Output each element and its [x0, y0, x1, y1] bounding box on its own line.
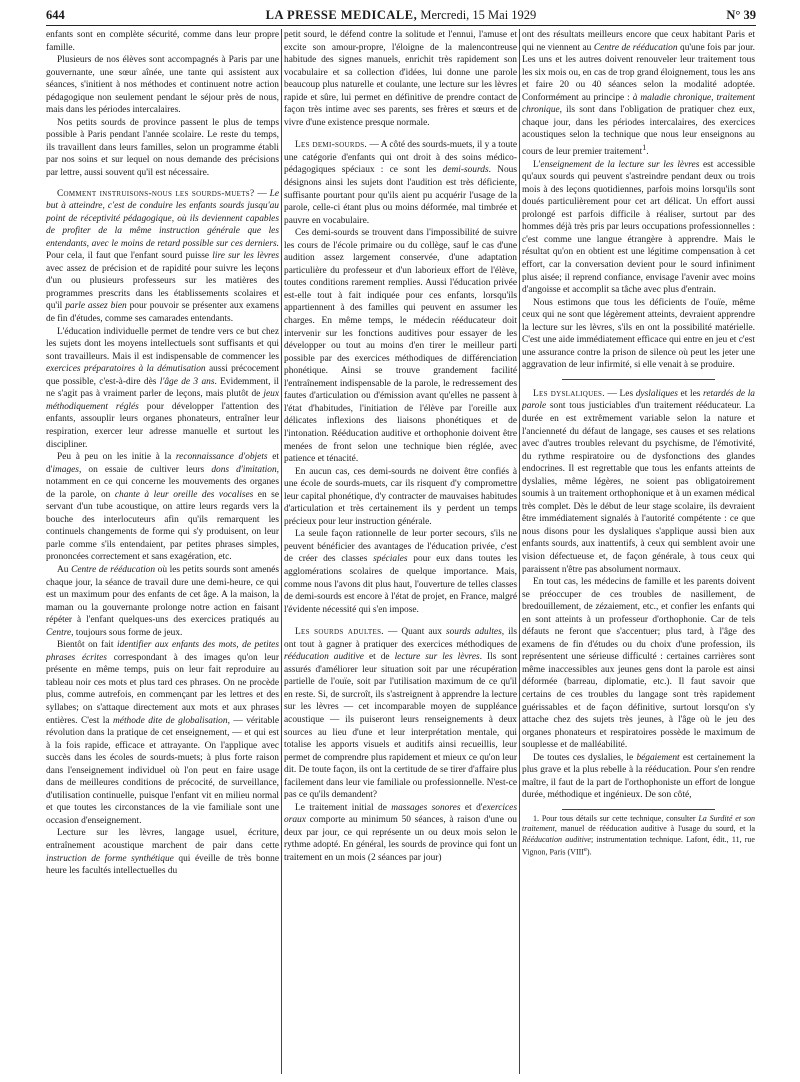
paragraph: enfants sont en complète sécurité, comme dans leur propre famille. — [46, 30, 279, 53]
paragraph: Au Centre de rééducation où les petits sourds sont amenés chaque jour, la séance de travail dure une demi-heure, ce qui est un maximum pour des enfants de cet âge. A la maison, la maman ou la gouvernante prolonge notre action en faisant répéter à l'enfant quelques-uns des exercices pratiqués au Centre, toujours sous forme de jeux. — [46, 564, 279, 638]
paragraph: En tout cas, les médecins de famille et les parents doivent se préoccuper de ces troubles de nasillement, de bredouillement, de zézaiement, etc., et confier les enfants qui en sont atteints à un professeur d'orthophonie. Car de tels défauts ne feront que s'accentuer; plus tard, à l'âge des examens de fin d'études ou du choix d'une profession, ils représentent une sérieuse difficulté : certaines carrières sont même inaccessibles aux jeunes gens dont la parole est ainsi déformée (barreau, diplomatie, etc.). Il faut savoir que certains de ces troubles du langage sont très rapidement guérissables et de façon définitive, surtout lorsqu'on s'y attache chez des sujets très jeunes, à l'âge où le jeu des organes phonateurs et respiratoires possède le maximum de souplesse et de malléabilité. — [522, 577, 755, 751]
paragraph: Ces demi-sourds se trouvent dans l'impossibilité de suivre les cours de l'école primaire ou du collège, sauf le cas d'une audition assez largement conservée, d'une adaptation particulière du professeur et d'un laborieux effort de l'élève, toutes conditions rarement remplies. Aussi l'éducation privée est-elle tout à fait indiquée pour ces enfants, lorsqu'ils appartiennent à des familles qui peuvent en assumer les charges. En même temps, le médecin rééducateur doit intervenir sur les fonctions auditives pour essayer de les développer ou tout au moins d'en tirer le meilleur parti possible par des exercices méthodiques de différenciation phonétique. Ainsi se trouve grandement facilité l'entraînement indispensable de la parole, le redressement des fautes d'articulation ou d'émission avant qu'elles ne passent à l'état d'habitudes, l'initiation de l'élève par l'oreille aux délicates inflexions des liaisons phonétiques et de l'intonation. Rééducation auditive et orthophonie doivent être menées de front selon une technique bien réglée, avec patience et ténacité. — [284, 228, 517, 465]
section-paragraph: Comment instruisons-nous les sourds-muets? — Le but à atteindre, c'est de conduire les enfants sourds jusqu'au point de réceptivité pédagogique, où ils deviennent capables de profiter de la même instruction générale que les entendants, avec le moins de retard possible sur ces derniers. Pour cela, il faut que l'enfant sourd puisse lire sur les lèvres avec assez de précision et de rapidité pour suivre les leçons d'un ou plusieurs professeurs sur les matières des programmes prescrits dans les établissements scolaires et qu'il parle assez bien pour pouvoir se présenter aux examens de fin d'études, comme ses camarades entendants. — [46, 188, 279, 325]
paragraph: L'éducation individuelle permet de tendre vers ce but chez les sujets dont les moyens intellectuels sont suffisants et qui sont travailleurs. Mais il est indispensable de commencer les exercices préparatoires à la démutisation aussi précocement que possible, c'est-à-dire dès l'âge de 3 ans. Evidemment, il ne s'agit pas à vraiment parler de leçons, mais plutôt de jeux méthodiquement réglés pour développer l'attention des enfants, assouplir leurs organes phonateurs, entraîner leur respiration, exercer leur adresse manuelle et surtout les discipliner. — [46, 326, 279, 450]
footnote: 1. Pour tous détails sur cette technique, consulter La Surdité et son traitement, manuel de rééducation auditive à l'usage du sourd, et la Rééducation auditive; instrumentation technique. Lafont, édit., 11, rue Vignon, Paris (VIIIe). — [522, 813, 755, 858]
journal-name: LA PRESSE MEDICALE, — [265, 8, 418, 22]
section-paragraph: Les dyslaliques. — Les dyslaliques et les retardés de la parole sont tous justiciables d'un traitement rééducateur. La durée en est extrêmement variable selon la nature et l'ancienneté du défaut de langage, ses causes et ses relations avec d'autres troubles relevant du psychisme, de l'émotivité, du rythme respiratoire ou de dysfonctions des glandes endocrines. Il est regrettable que tous les enfants atteints de dyslalies, même légères, ne soient pas obligatoirement soumis à un traitement orthophonique et à un examen médical très complet. Dès le début de leur stage scolaire, ils devraient être immédiatement signalés à l'autorité compétente : ce que nous disons pour les dyslaliques s'applique aussi bien aux enfants sourds, aux inattentifs, à ceux qui semblent avoir une vision défectueuse et, de façon générale, à tous ceux qui paraissent n'être pas absolument normaux. — [522, 388, 755, 575]
footnote-separator — [562, 809, 715, 810]
paragraph: petit sourd, le défend contre la solitude et l'ennui, l'amuse et excite son amour-propre, l'éloigne de la malencontreuse habitude des signes manuels, enrichit très rapidement son vocabulaire et sa collection d'idées, lui donne une parole beaucoup plus naturelle et coulante, une lecture sur les lèvres rapide et sûre, lui permet en définitive de prendre contact de façon très intime avec ses parents, ses frères et sœurs et de vivre d'une existence presque normale. — [284, 30, 517, 128]
paragraph: Nous estimons que tous les déficients de l'ouïe, même ceux qui ne sont que légèrement atteints, devraient apprendre la lecture sur les lèvres, s'ils en ont la possibilité matérielle. C'est une aide immédiatement efficace qui entre en jeu et c'est une assurance contre la prison de silence où peut les jeter une aggravation de leur infirmité, si elle venait à se produire. — [522, 297, 755, 371]
article-columns — [46, 29, 756, 1079]
column-1 — [46, 29, 279, 1074]
section-heading: Les dyslaliques. — [533, 388, 605, 399]
paragraph: Peu à peu on les initie à la reconnaissance d'objets et d'images, on essaie de cultiver leurs dons d'imitation, notamment en ce qui concerne les mouvements des organes de la parole, on chante à leur oreille des vocalises en se servant d'un tube acoustique, on attire leurs regards vers la bouche des interlocuteurs afin qu'ils remarquent les continuels changements de forme qui s'y produisent, on leur parle comme s'ils entendaient, par petites phrases simples, prononcées correctement et sans exagération, etc. — [46, 452, 279, 563]
column-rule — [281, 29, 282, 1074]
column-3 — [522, 29, 755, 1074]
paragraph: Lecture sur les lèvres, langage usuel, écriture, entraînement acoustique marchent de pair dans cette instruction de forme synthétique qui éveille de très bonne heure les facultés intellectuelles du — [46, 828, 279, 877]
paragraph: Bientôt on fait identifier aux enfants des mots, de petites phrases écrites correspondant à des images qu'on leur présente en même temps, puis on leur fait reproduire au tableau noir ces mots et plus tard ces phrases. On ne procède plus, comme autrefois, en commençant par les lettres et des syllabes; on s'attaque directement aux mots et aux phrases entières. C'est la méthode dite de globalisation, — véritable révolution dans la pratique de cet enseignement, — et qui est à la fois rapide, efficace et attrayante. On l'applique avec succès dans les écoles de sourds-muets; à plus forte raison dans l'enseignement individuel où l'on peut en faire usage dans de meilleures conditions de précocité, de surveillance, d'utilisation continuelle, puisque l'enfant vit en milieu normal et que toutes les circonstances de la vie familiale sont une occasion d'enseignement. — [46, 640, 279, 826]
paragraph: De toutes ces dyslalies, le bégaiement est certainement la plus grave et la plus rebelle à la rééducation. Pour s'en rendre maître, il faut de la part de l'orthophoniste un effort de longue durée, méthodique et ingénieux. De son côté, — [522, 752, 755, 801]
page-header — [46, 6, 756, 26]
paragraph: Nos petits sourds de province passent le plus de temps possible à Paris pendant l'année scolaire. Le reste du temps, ils travaillent dans leurs familles, selon un programme établi par nos soins et sur lequel on nous demande des précisions par lettre, aussi souvent qu'il est nécessaire. — [46, 117, 279, 179]
paragraph: ont des résultats meilleurs encore que ceux habitant Paris et qui ne viennent au Centre de rééducation qu'une fois par jour. Les uns et les autres doivent renouveler leur traitement tous les six mois ou, en cas de trop grand éloignement, tous les ans et faire 20 ou 40 séances selon la modalité adoptée. Conformément au principe : à maladie chronique, traitement chronique, ils sont dans l'obligation de pratiquer chez eux, chaque jour, dans les périodes intercalaires, des exercices acoustiques selon la technique que nous leur enseignons au cours de leur premier traitement$^1$. — [522, 30, 755, 158]
page-number: 644 — [46, 8, 65, 22]
paragraph: L'enseignement de la lecture sur les lèvres est accessible qu'aux sourds qui peuvent s'astreindre pendant deux ou trois mois à des leçons quotidiennes, parfois moins lorsqu'ils sont doués particulièrement pour cet art délicat. Un effort aussi prolongé est parfois difficile à réaliser, surtout par des hommes déjà très pris par leurs occupations professionnelles : c'est comme une langue étrangère à apprendre. Mais le résultat qu'on en obtient est une légitime compensation à cet effort, car la conversation devient pour le sourd infiniment plus aisée; il reprend confiance, envisage l'avenir avec moins d'angoisse et accomplit sa tâche avec plus d'entrain. — [522, 159, 755, 296]
column-rule — [519, 29, 520, 1074]
header-rule — [46, 25, 756, 26]
section-separator — [562, 379, 715, 380]
column-2 — [284, 29, 517, 1074]
section-heading: Comment instruisons-nous les sourds-muets? — [57, 188, 255, 199]
column-divider — [517, 29, 522, 1074]
section-paragraph: Les sourds adultes. — Quant aux sourds adultes, ils ont tout à gagner à pratiquer des exercices méthodiques de rééducation auditive et de lecture sur les lèvres. Ils sont assurés d'améliorer leur situation soit par une récupération partielle de l'ouïe, soit par l'utilisation maximum de ce qu'il en reste. Si, de surcroît, ils s'astreignent à apprendre la lecture sur les lèvres — cet incomparable moyen de suppléance acoustique — ils puiseront leurs renseignements à deux sources au lieu d'une et leur interprétation mentale, qui totalise les apports visuels et auditifs ainsi recueillis, leur permet de comprendre plus rapidement et mieux ce qu'on leur dit. De toute façon, ils ont la certitude de se tirer d'affaire plus facilement dans leur vie familiale ou professionnelle. N'est-ce pas ce qu'ils demandent? — [284, 627, 517, 801]
footnote-ref: 1 — [642, 142, 647, 152]
section-heading: Les demi-sourds. — [295, 140, 368, 151]
section-paragraph: Les demi-sourds. — A côté des sourds-muets, il y a toute une catégorie d'enfants qui ont droit à des soins médico-pédagogiques spéciaux : ce sont les demi-sourds. Nous désignons ainsi les sujets dont l'audition est très déficiente, suffisante pourtant pour qu'ils aient pu acquérir l'usage de la parole, celle-ci étant plus ou moins déformée, mal timbrée et pauvre en vocabulaire. — [284, 140, 517, 226]
issue-date: Mercredi, 15 Mai 1929 — [420, 8, 537, 22]
section-heading: Les sourds adultes. — [295, 627, 384, 638]
journal-title — [46, 8, 756, 23]
issue-number: N° 39 — [726, 8, 756, 22]
paragraph: En aucun cas, ces demi-sourds ne doivent être confiés à une école de sourds-muets, car ils risquent d'y compromettre leur capital phonétique, d'y contracter de mauvaises habitudes d'articulation et très certainement ils y perdent un temps précieux pour leur instruction générale. — [284, 466, 517, 527]
paragraph: Plusieurs de nos élèves sont accompagnés à Paris par une gouvernante, une sœur aînée, une tante qui assistent aux séances, s'initient à nos méthodes et continuent notre action pédagogique non seulement pendant le séjour près de nous, mais dans les périodes intercalaires. — [46, 55, 279, 116]
paragraph: La seule façon rationnelle de leur porter secours, s'ils ne peuvent bénéficier des avantages de l'éducation privée, c'est de créer des classes spéciales pour eux dans toutes les agglomérations scolaires de quelque importance. Mais, comme nous l'avons dit plus haut, l'ouverture de telles classes de demi-sourds est encore à l'état de projet, en France, malgré l'évidente nécessité qui s'en impose. — [284, 529, 517, 615]
column-divider — [279, 29, 284, 1074]
paragraph: Le traitement initial de massages sonores et d'exercices oraux comporte au minimum 50 séances, à raison d'une ou deux par jour, ce qui représente un ou deux mois selon le rythme adopté. En général, les sourds de province qui font un traitement en un mois (2 séances par jour) — [284, 802, 517, 863]
